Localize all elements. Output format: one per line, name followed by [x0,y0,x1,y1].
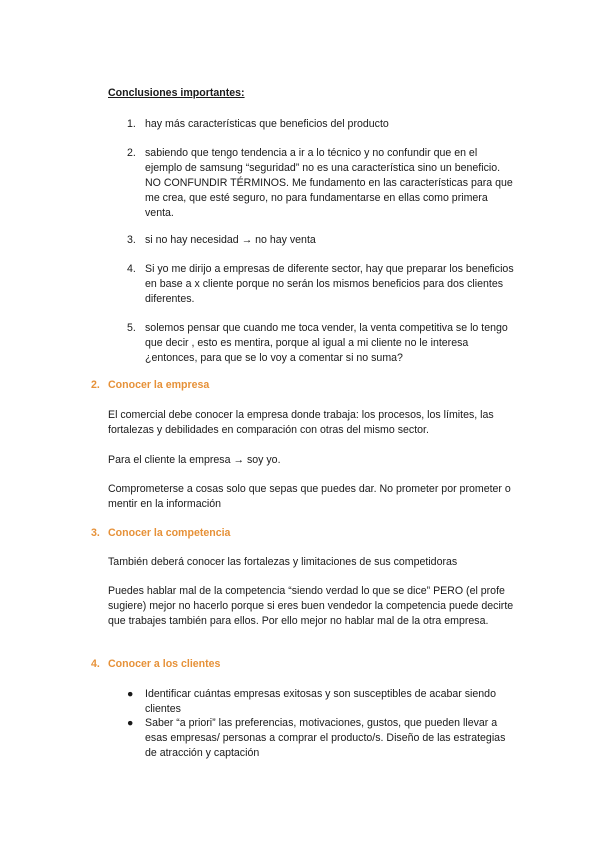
list-text: hay más características que beneficios del producto [145,118,389,130]
bullet-icon: ● [127,688,134,700]
bullet-text: Saber “a priori” las preferencias, motivaciones, gustos, que pueden llevar a esas empresas/ personas a comprar el producto/s. Diseño de las estrategias de atracción y captación [145,717,506,759]
paragraph: Para el cliente la empresa → soy yo. [108,454,281,466]
paragraph: Comprometerse a cosas solo que sepas que puedes dar. No prometer por prometer o mentir en la información [108,483,511,510]
list-text: Si yo me dirijo a empresas de diferente sector, hay que preparar los beneficios en base a x cliente porque no serán los mismos beneficios para dos clientes diferentes. [145,263,514,305]
list-number: 2. [127,147,136,159]
section-number: 2. [91,379,100,391]
list-text: si no hay necesidad → no hay venta [145,234,316,246]
paragraph: También deberá conocer las fortalezas y limitaciones de sus competidoras [108,556,458,568]
list-number: 1. [127,118,136,130]
list-text: solemos pensar que cuando me toca vender, la venta competitiva se lo tengo que decir , esto es mentira, porque al igual a mi cliente no le interesa ¿entonces, para que se lo voy a comentar si no suma? [145,322,508,364]
list-number: 3. [127,234,136,246]
list-number: 4. [127,263,136,275]
paragraph: El comercial debe conocer la empresa donde trabaja: los procesos, los límites, las fortalezas y debilidades en comparación con otras del mismo sector. [108,409,494,436]
list-text: sabiendo que tengo tendencia a ir a lo técnico y no confundir que en el ejemplo de samsung “seguridad” no es una característica sino un beneficio. NO CONFUNDIR TÉRMINOS. Me fundamento en las características para que me crea, que esté seguro, no para fundamentarse en ellas como primera venta. [145,147,513,219]
section-title: Conocer a los clientes [108,658,221,670]
list-number: 5. [127,322,136,334]
section-title: Conocer la empresa [108,379,210,391]
bullet-icon: ● [127,717,134,729]
section-number: 4. [91,658,100,670]
conclusions-title: Conclusiones importantes: [108,87,245,99]
section-title: Conocer la competencia [108,527,231,539]
paragraph: Puedes hablar mal de la competencia “siendo verdad lo que se dice” PERO (el profe sugiere) mejor no hacerlo porque si eres buen vendedor la competencia puede decirte que trabajes también para ellos. Por ello mejor no hablar mal de la otra empresa. [108,585,514,627]
bullet-text: Identificar cuántas empresas exitosas y son susceptibles de acabar siendo clientes [145,688,496,715]
section-number: 3. [91,527,100,539]
